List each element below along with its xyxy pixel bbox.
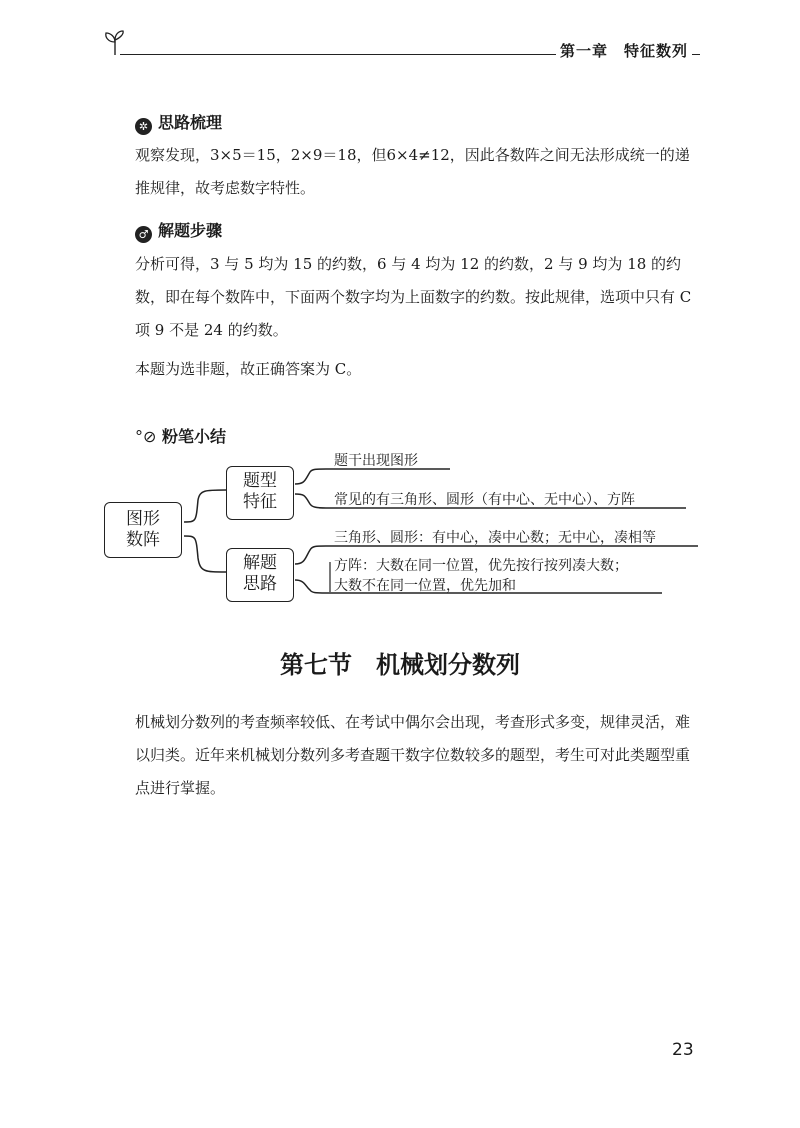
mindmap-root-line2: 数阵 bbox=[126, 530, 160, 550]
mindmap-root-line1: 图形 bbox=[126, 509, 160, 529]
branch-type-line2: 特征 bbox=[243, 492, 277, 512]
branch-method-line1: 解题 bbox=[243, 553, 277, 573]
analysis-text: 观察发现，3×5＝15，2×9＝18，但6×4≠12，因此各数阵之间无法形成统一的递推规律，故考虑数字特性。 bbox=[135, 146, 690, 197]
chapter-title: 第一章 特征数列 bbox=[556, 40, 692, 61]
solution-text-2: 本题为选非题，故正确答案为 C。 bbox=[135, 360, 362, 378]
section-intro bbox=[135, 706, 700, 805]
mindmap-root bbox=[104, 502, 182, 558]
leaf-type-2: 常见的有三角形、圆形（有中心、无中心）、方阵 bbox=[334, 492, 635, 508]
analysis-paragraph bbox=[135, 139, 700, 205]
analysis-heading bbox=[135, 110, 222, 135]
branch-type-line1: 题型 bbox=[243, 471, 277, 491]
mindmap-branch-method bbox=[226, 548, 294, 602]
leaf-type-1: 题干出现图形 bbox=[334, 453, 418, 469]
leaf-method-2: 方阵：大数在同一位置，优先按行按列凑大数； bbox=[334, 558, 628, 574]
leaf-method-3: 大数不在同一位置，优先加和 bbox=[334, 578, 516, 594]
section-intro-text: 机械划分数列的考查频率较低、在考试中偶尔会出现，考查形式多变，规律灵活，难以归类。近年来机械划分数列多考查题干数字位数较多的题型，考生可对此类题型重点进行掌握。 bbox=[135, 713, 691, 797]
gear-icon: ✲ bbox=[135, 118, 152, 135]
summary-heading-label: 粉笔小结 bbox=[161, 427, 226, 446]
leaf-method-1: 三角形、圆形：有中心，凑中心数；无中心，凑相等 bbox=[334, 530, 656, 546]
mindmap-branch-type bbox=[226, 466, 294, 520]
header-rule bbox=[120, 54, 540, 55]
key-icon: ♂ bbox=[135, 226, 152, 243]
solution-heading bbox=[135, 218, 222, 243]
solution-paragraph bbox=[135, 248, 700, 386]
branch-method-line2: 思路 bbox=[243, 574, 277, 594]
page-number: 23 bbox=[672, 1040, 694, 1060]
section-title: 第七节 机械划分数列 bbox=[280, 651, 520, 679]
chalk-icon: °⊘ bbox=[135, 427, 157, 446]
solution-text-1: 分析可得，3 与 5 均为 15 的约数，6 与 4 均为 12 的约数，2 与 9 均为 18 的约数，即在每个数阵中，下面两个数字均为上面数字的约数。按此规律，选项中只有 C 项 9 不是 24 的约数。 bbox=[135, 255, 692, 339]
solution-heading-label: 解题步骤 bbox=[158, 221, 223, 240]
analysis-heading-label: 思路梳理 bbox=[158, 113, 223, 132]
